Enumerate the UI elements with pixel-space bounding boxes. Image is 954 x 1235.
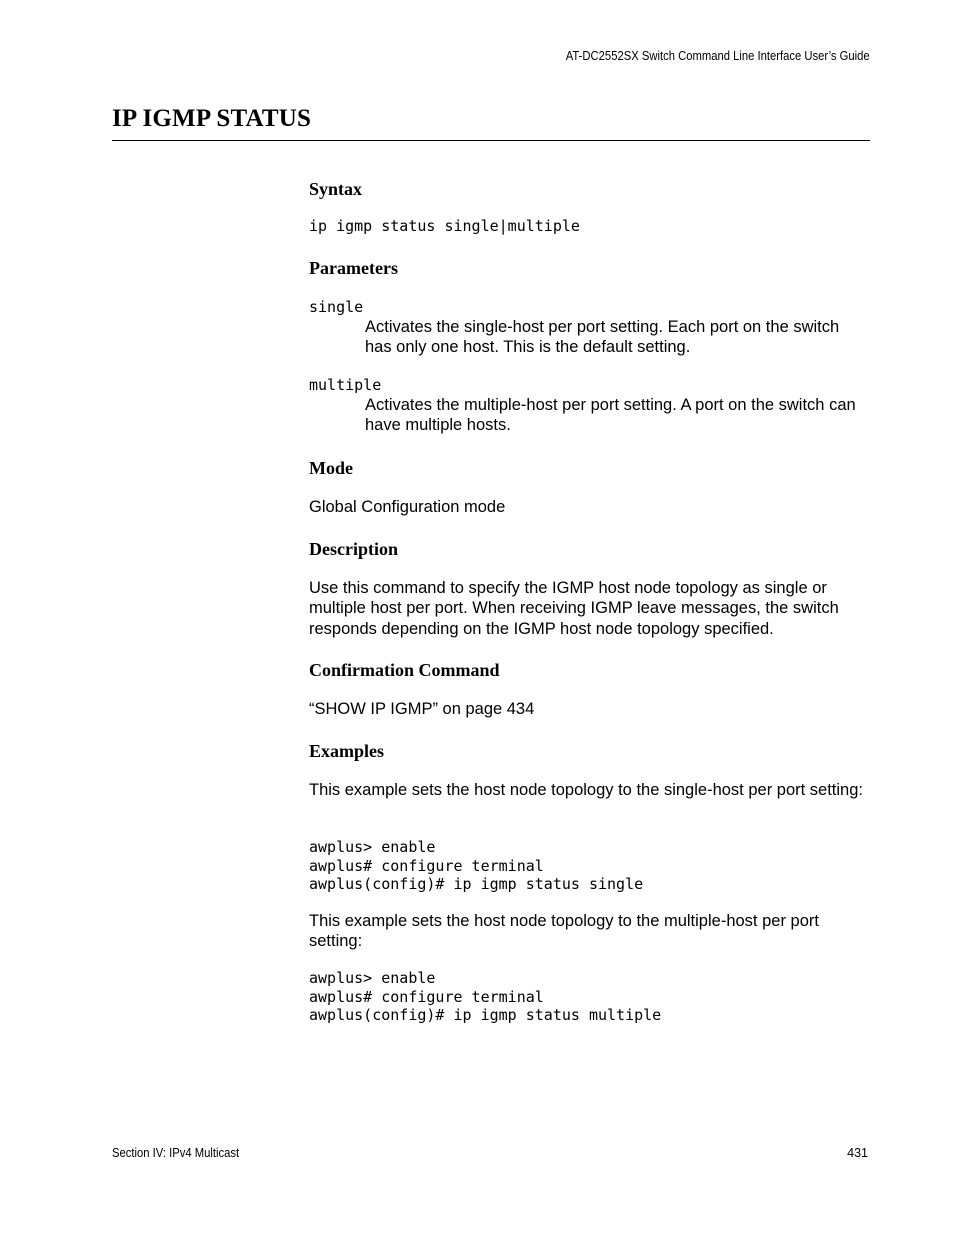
mode-text: Global Configuration mode [309,498,506,516]
description-text: Use this command to specify the IGMP host node topology as single or multiple host per port. When receiving IGMP leave messages, the switch responds depending on the IGMP host node topology specified. [309,579,839,638]
confirmation-command-heading: Confirmation Command [309,660,500,680]
parameters-heading: Parameters [309,258,398,278]
description-heading: Description [309,539,398,559]
parameter-description-single: Activates the single-host per port setting. Each port on the switch has only one host. This is the default setting. [365,318,840,357]
parameter-name-multiple: multiple [309,376,382,394]
parameter-name-single: single [309,298,364,316]
mode-heading: Mode [309,458,353,478]
example-code-multiple: awplus> enable awplus# configure terminal awplus(config)# ip igmp status multiple [309,969,662,1024]
confirmation-command-link[interactable]: “SHOW IP IGMP” on page 434 [309,700,535,718]
footer-section: Section IV: IPv4 Multicast [112,1146,240,1160]
examples-heading: Examples [309,741,385,761]
page-title: IP IGMP STATUS [112,105,312,132]
running-header: AT-DC2552SX Switch Command Line Interface User’s Guide [566,49,870,63]
example-intro-single: This example sets the host node topology to the single-host per port setting: [309,781,863,799]
example-intro-multiple: This example sets the host node topology to the multiple-host per port setting: [309,912,819,951]
syntax-heading: Syntax [309,179,363,199]
example-code-single: awplus> enable awplus# configure terminal awplus(config)# ip igmp status single [309,838,644,893]
footer-page-number: 431 [847,1146,868,1160]
syntax-command: ip igmp status single|multiple [309,217,580,235]
title-rule [112,140,870,141]
parameter-description-multiple: Activates the multiple-host per port setting. A port on the switch can have multiple hosts. [365,396,856,435]
